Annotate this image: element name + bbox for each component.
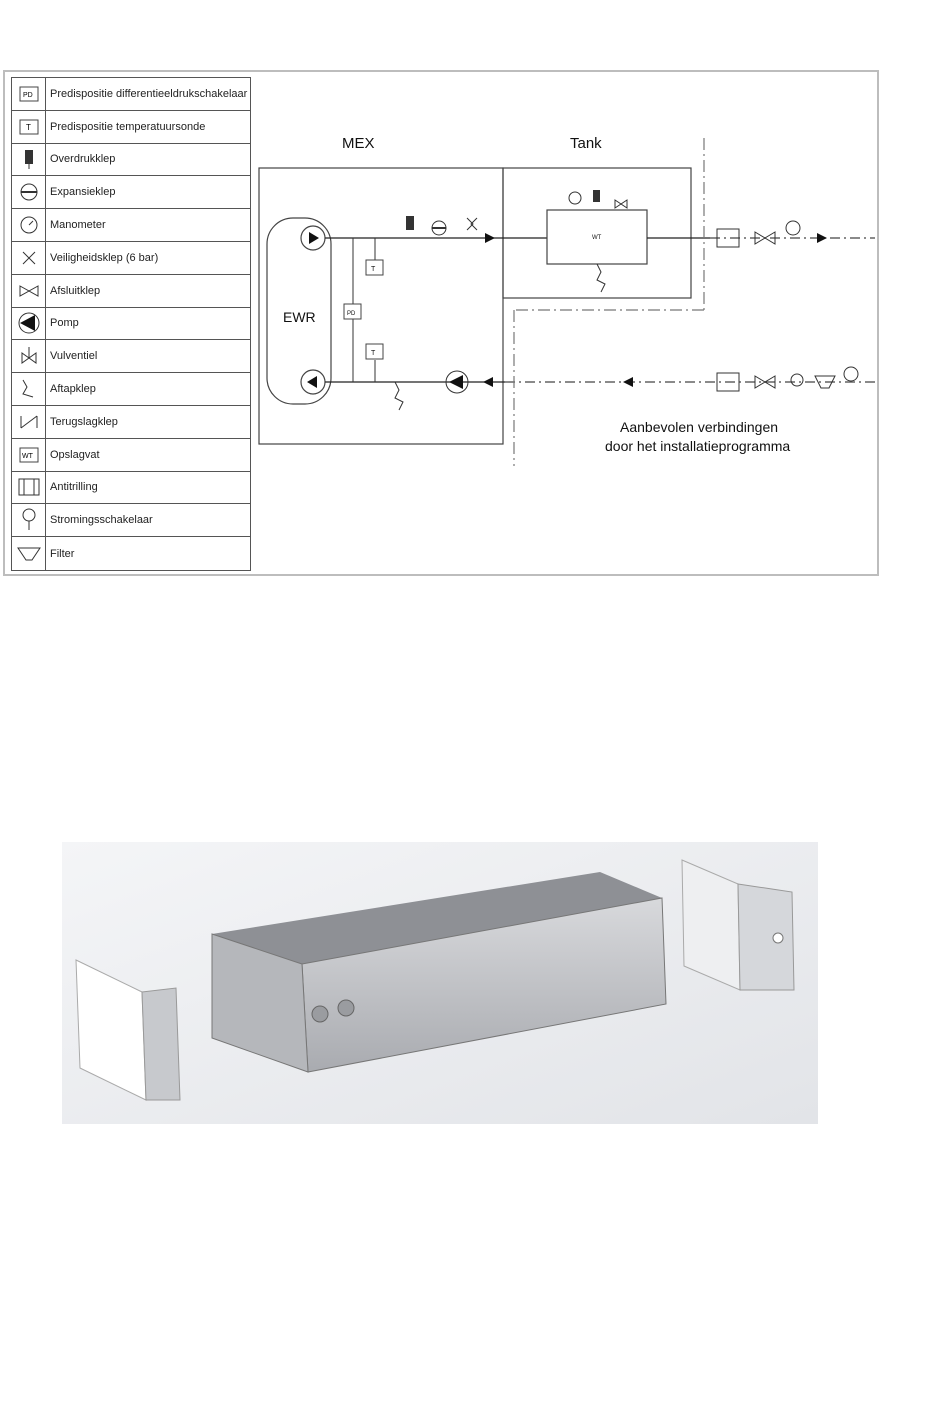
mex-box — [259, 168, 503, 444]
shutoff-valve-icon — [12, 275, 46, 307]
legend-label: Opslagvat — [50, 448, 100, 461]
legend-label: Overdrukklep — [50, 153, 116, 166]
legend-label: Expansieklep — [50, 186, 116, 199]
ewr-label: EWR — [283, 309, 316, 325]
tank-drain-valve-icon — [597, 264, 605, 292]
legend-label: Predispositie differentieeldrukschakelaar — [50, 87, 248, 100]
recommended-connections-line2: door het installatieprogramma — [605, 438, 791, 454]
svg-text:T: T — [371, 266, 376, 273]
legend-row — [12, 340, 250, 373]
legend-row — [12, 176, 250, 209]
svg-text:T: T — [371, 350, 376, 357]
legend-label: Veiligheidsklep (6 bar) — [50, 251, 159, 264]
pd-box-icon — [12, 78, 46, 110]
legend-row — [12, 439, 250, 472]
manometer-return-icon — [844, 367, 858, 381]
legend-row — [12, 537, 250, 570]
legend-label: Manometer — [50, 219, 106, 232]
legend-label: Filter — [50, 547, 75, 560]
legend-row — [12, 472, 250, 505]
tank-manometer-icon — [569, 192, 581, 204]
legend-label: Terugslagklep — [50, 415, 118, 428]
legend-row — [12, 504, 250, 537]
pipe-connection-1 — [312, 1006, 328, 1022]
safety-valve-icon — [467, 218, 477, 230]
tank-fill-valve-icon — [615, 200, 627, 208]
t-box-icon — [12, 111, 46, 143]
manometer-supply-icon — [786, 221, 800, 235]
legend-label: Afsluitklep — [50, 284, 101, 297]
legend-row — [12, 373, 250, 406]
manometer-icon — [12, 209, 46, 241]
tank-overpressure-icon — [593, 190, 600, 202]
legend-table — [11, 77, 251, 571]
legend-row — [12, 308, 250, 341]
wt-label: WT — [592, 235, 602, 241]
svg-text:T: T — [25, 122, 31, 132]
check-valve-icon — [12, 406, 46, 438]
return-drain-valve-icon — [395, 382, 403, 410]
svg-text:WT: WT — [21, 452, 33, 460]
svg-text:PD: PD — [347, 311, 356, 317]
drain-valve-icon — [12, 373, 46, 405]
fill-valve-icon — [12, 340, 46, 372]
legend-row — [12, 275, 250, 308]
flow-switch-icon — [12, 504, 46, 536]
tank-label: Tank — [570, 135, 602, 152]
filter-icon — [12, 537, 46, 570]
hydraulic-schematic — [255, 78, 875, 478]
legend-row — [12, 406, 250, 439]
overpressure-valve-icon — [406, 216, 414, 230]
pump-icon — [12, 308, 46, 340]
expansion-valve-icon — [12, 176, 46, 208]
legend-row — [12, 242, 250, 275]
legend-row — [12, 144, 250, 177]
legend-row — [12, 209, 250, 242]
overpressure-valve-icon — [12, 144, 46, 176]
legend-label: Stromingsschakelaar — [50, 514, 153, 527]
tank-box — [503, 168, 691, 298]
legend-row — [12, 111, 250, 144]
legend-label: Vulventiel — [50, 350, 98, 363]
wt-box-icon — [12, 439, 46, 471]
pipe-connection-2 — [338, 1000, 354, 1016]
svg-text:PD: PD — [22, 91, 33, 99]
legend-label: Aftapklep — [50, 383, 96, 396]
safety-valve-icon — [12, 242, 46, 274]
legend-label: Pomp — [50, 317, 79, 330]
flow-switch-icon — [791, 374, 803, 386]
legend-row — [12, 78, 250, 111]
unit-3d-render — [62, 842, 818, 1124]
legend-label: Antitrilling — [50, 481, 98, 494]
recommended-connections-line1: Aanbevolen verbindingen — [620, 419, 779, 435]
legend-label: Predispositie temperatuursonde — [50, 120, 206, 133]
mex-label: MEX — [342, 135, 375, 152]
anti-vibration-icon — [12, 472, 46, 504]
